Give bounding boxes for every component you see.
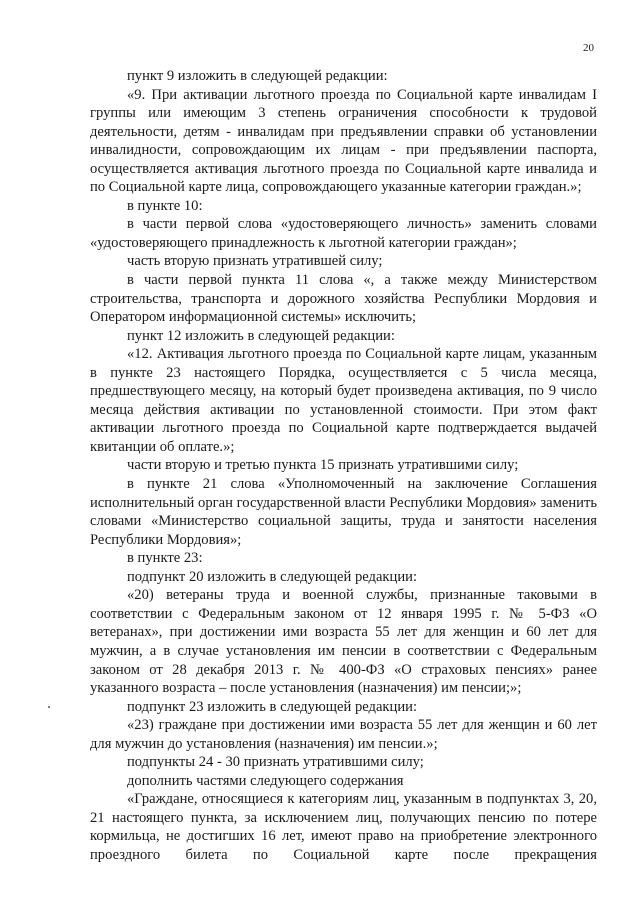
paragraph: пункт 9 изложить в следующей редакции: [127, 68, 388, 84]
paragraph: «20) ветераны труда и военной службы, признанные таковыми в соответствии с Федеральным законом от 12 января 1995 г. № 5-ФЗ «О ветеранах», при достижении ими возраста 55 лет для женщин и 60 лет для мужчин, а в случае установления им пенсии в соответствии с Федеральным законом от 28 декабря 2013 г. № 400-ФЗ «О страховых пенсиях» ранее указанного возраста – после установления (назначения) им пенсии;»; [90, 587, 597, 697]
paragraph: «Граждане, относящиеся к категориям лиц, указанным в подпунктах 3, 20, 21 настоящего пункта, за исключением лиц, получающих пенсию по потере кормильца, не достигших 16 лет, имеют право на приобретение электронного проездного билета по Социальной карте после прекращения [90, 791, 597, 863]
paragraph: в пункте 23: [127, 550, 203, 567]
paragraph: дополнить частями следующего содержания [127, 772, 404, 789]
paragraph: часть вторую признать утратившей силу; [127, 253, 383, 270]
paragraph: пункт 12 изложить в следующей редакции: [127, 327, 395, 344]
paragraph: «23) граждане при достижении ими возраста 55 лет для женщин и 60 лет для мужчин до установления (назначения) им пенсии.»; [90, 717, 597, 752]
paragraph: подпункт 20 изложить в следующей редакции: [127, 568, 418, 585]
margin-mark [48, 706, 50, 708]
paragraph: в части первой слова «удостоверяющего личность» заменить словами «удостоверяющего принадлежность к льготной категории граждан»; [90, 216, 597, 251]
paragraph: части вторую и третью пункта 15 признать утратившими силу; [127, 457, 519, 474]
document-body [90, 67, 597, 865]
paragraph: в пункте 10: [127, 197, 203, 214]
paragraph: подпункты 24 - 30 признать утратившими силу; [127, 754, 424, 771]
paragraph: в части первой пункта 11 слова «, а также между Министерством строительства, транспорта и дорожного хозяйства Республики Мордовия и Оператором информационной системы» исключить; [90, 272, 597, 326]
paragraph: подпункт 23 изложить в следующей редакции: [127, 698, 418, 715]
paragraph: «12. Активация льготного проезда по Социальной карте лицам, указанным в пункте 23 настоящего Порядка, осуществляется с 5 числа месяца, предшествующего месяцу, на который будет произведена активация, по 9 число месяца действия активации по установленной стоимости. При этом факт активации льготного проезда по Социальной карте подтверждается выдачей квитанции об оплате.»; [90, 346, 597, 455]
paragraph: «9. При активации льготного проезда по Социальной карте инвалидам I группы или имеющим 3 степень ограничения способности к трудовой деятельности, детям - инвалидам при предъявлении справки об установлении инвалидности, сопровождающим их лицам - при предъявлении паспорта, осуществляется активация льготного проезда по Социальной карте инвалида и по Социальной карте лица, сопровождающего указанные категории граждан.»; [90, 86, 597, 196]
paragraph: в пункте 21 слова «Уполномоченный на заключение Соглашения исполнительный орган государственной власти Республики Мордовия» заменить словами «Министерство социальной защиты, труда и занятости населения Республики Мордовия»; [90, 476, 597, 548]
page-number: 20 [583, 42, 594, 54]
